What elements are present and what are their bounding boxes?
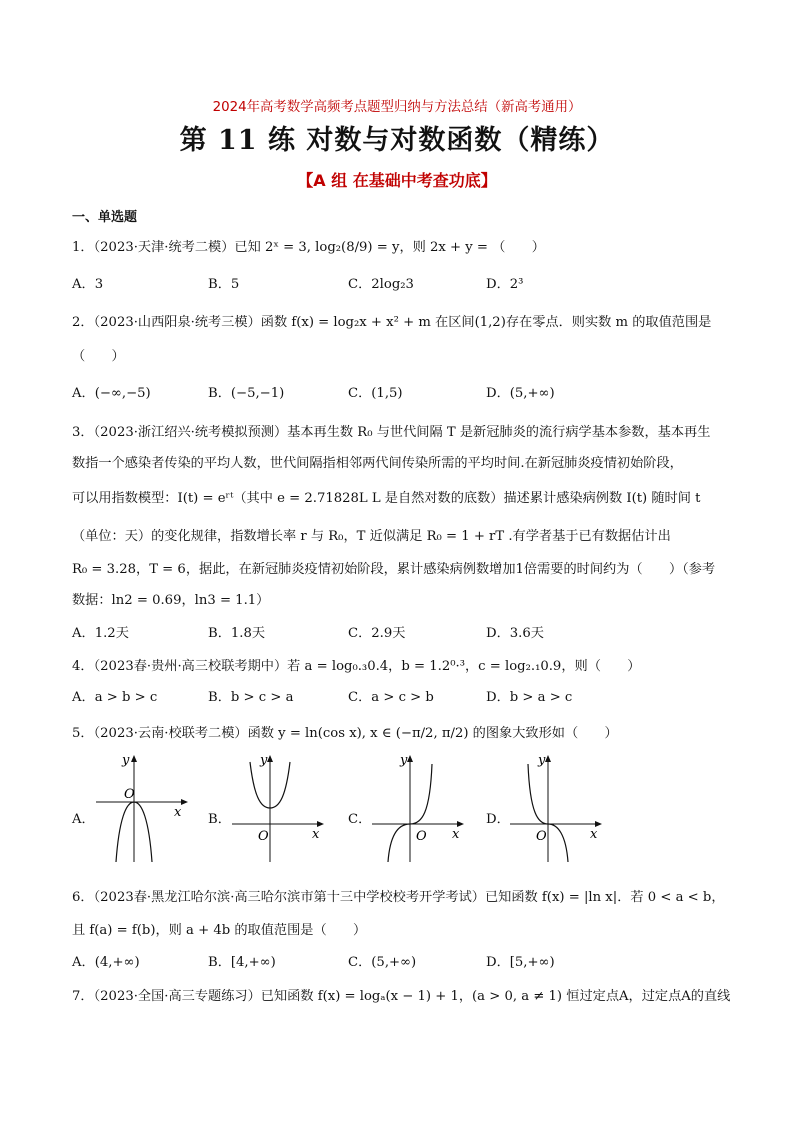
question-7-line-1: 7．（2023·全国·高三专题练习）已知函数 f(x) = logₐ(x − 1) + 1，(a > 0, a ≠ 1) 恒过定点A，过定点A的直线: [72, 989, 731, 1004]
group-heading: 【A 组 在基础中考查功底】: [297, 171, 497, 190]
origin-label: O: [124, 787, 135, 802]
q3-option-b: B．1.8天: [208, 626, 266, 641]
y-axis-label: y: [122, 753, 130, 768]
q6-option-c: C．(5,+∞): [348, 955, 417, 970]
y-axis-label: y: [538, 753, 546, 768]
q4-option-b: B．b > c > a: [208, 690, 294, 705]
origin-label: O: [536, 829, 547, 844]
q5-graph-a: [88, 750, 193, 865]
question-3-line-6: 数据：ln2 = 0.69，ln3 = 1.1）: [72, 593, 270, 608]
q4-option-d: D．b > a > c: [486, 690, 573, 705]
question-3-line-1: 3．（2023·浙江绍兴·统考模拟预测）基本再生数 R₀ 与世代间隔 T 是新冠肺炎的流行病学基本参数，基本再生: [72, 425, 711, 440]
question-3-line-2: 数指一个感染者传染的平均人数，世代间隔指相邻两代间传染所需的平均时间.在新冠肺炎疫情初始阶段，: [72, 456, 683, 471]
q5-option-c-label: C．: [348, 812, 372, 827]
origin-label: O: [416, 829, 427, 844]
q2-option-c: C．(1,5): [348, 386, 403, 401]
x-axis-label: x: [174, 805, 182, 820]
question-1-line-1: 1．（2023·天津·统考二模）已知 2ˣ = 3, log₂(8/9) = y，则 2x + y = （ ）: [72, 240, 545, 255]
q1-option-a: A．3: [72, 277, 104, 292]
page-title: 第 11 练 对数与对数函数（精练）: [179, 125, 615, 156]
origin-label: O: [258, 829, 269, 844]
q3-option-c: C．2.9天: [348, 626, 406, 641]
document-subtitle: 2024年高考数学高频考点题型归纳与方法总结（新高考通用）: [212, 100, 582, 115]
question-3-line-3: 可以用指数模型：I(t) = eʳᵗ（其中 e = 2.71828L L 是自然对数的底数）描述累计感染病例数 I(t) 随时间 t: [72, 491, 701, 506]
section-heading: 一、单选题: [72, 210, 138, 225]
question-6-line-2: 且 f(a) = f(b)，则 a + 4b 的取值范围是（ ）: [72, 923, 367, 938]
q3-option-a: A．1.2天: [72, 626, 129, 641]
q3-option-d: D．3.6天: [486, 626, 544, 641]
q2-option-d: D．(5,+∞): [486, 386, 555, 401]
y-axis-label: y: [260, 753, 268, 768]
q1-option-b: B．5: [208, 277, 240, 292]
question-5-line-1: 5．（2023·云南·校联考二模）函数 y = ln(cos x), x ∈ (−π/2, π/2) 的图象大致形如（ ）: [72, 726, 618, 741]
x-axis-label: x: [590, 827, 598, 842]
q6-option-b: B．[4,+∞): [208, 955, 276, 970]
q5-graph-c: [364, 750, 469, 865]
x-axis-label: x: [312, 827, 320, 842]
q2-option-b: B．(−5,−1): [208, 386, 285, 401]
q5-option-a-label: A．: [72, 812, 95, 827]
q6-option-a: A．(4,+∞): [72, 955, 140, 970]
question-3-line-4: （单位：天）的变化规律，指数增长率 r 与 R₀，T 近似满足 R₀ = 1 + rT .有学者基于已有数据估计出: [72, 529, 671, 544]
q5-graph-d: [502, 750, 607, 865]
q4-option-c: C．a > c > b: [348, 690, 434, 705]
q5-option-b-label: B．: [208, 812, 231, 827]
question-2-line-1: 2．（2023·山西阳泉·统考三模）函数 f(x) = log₂x + x² + m 在区间(1,2)存在零点．则实数 m 的取值范围是: [72, 315, 712, 330]
q1-option-c: C．2log₂3: [348, 277, 414, 292]
y-axis-label: y: [400, 753, 408, 768]
x-axis-label: x: [452, 827, 460, 842]
q2-option-a: A．(−∞,−5): [72, 386, 151, 401]
q1-option-d: D．2³: [486, 277, 524, 292]
q6-option-d: D．[5,+∞): [486, 955, 555, 970]
question-3-line-5: R₀ = 3.28，T = 6，据此，在新冠肺炎疫情初始阶段，累计感染病例数增加1倍需要的时间约为（ ）（参考: [72, 562, 716, 577]
q5-graph-b: [224, 750, 329, 865]
question-4-line-1: 4．（2023春·贵州·高三校联考期中）若 a = log₀.₃0.4，b = 1.2⁰·³，c = log₂.₁0.9，则（ ）: [72, 659, 641, 674]
q5-option-d-label: D．: [486, 812, 510, 827]
question-2-line-2: （ ）: [72, 349, 125, 364]
q4-option-a: A．a > b > c: [72, 690, 158, 705]
question-6-line-1: 6．（2023春·黑龙江哈尔滨·高三哈尔滨市第十三中学校校考开学考试）已知函数 f(x) = |ln x|．若 0 < a < b，: [72, 890, 725, 905]
